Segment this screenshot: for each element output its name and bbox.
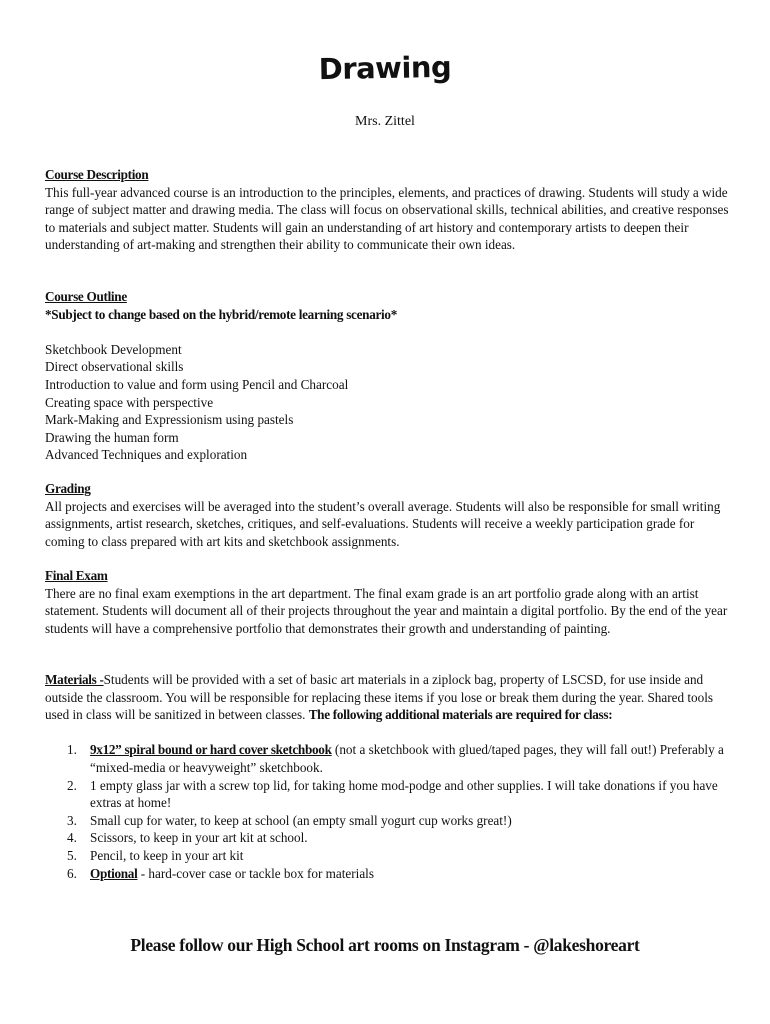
list-text: - hard-cover case or tackle box for materials — [137, 865, 374, 881]
materials-paragraph — [45, 671, 730, 724]
list-item — [45, 777, 730, 812]
list-bold: Optional — [90, 865, 138, 881]
materials-required: The following additional materials are required for class: — [308, 707, 613, 723]
list-item: Introduction to value and form using Pencil and Charcoal — [45, 376, 349, 392]
grading-section — [45, 480, 730, 550]
list-number: 6. — [67, 865, 77, 881]
list-item: Advanced Techniques and exploration — [45, 447, 248, 463]
document-title: Drawing — [318, 49, 452, 87]
list-item — [45, 865, 730, 883]
materials-section — [45, 671, 730, 882]
teacher-name: Mrs. Zittel — [355, 114, 415, 129]
list-item: Creating space with perspective — [45, 394, 214, 410]
final-exam-section — [45, 567, 730, 637]
grading-heading: Grading — [45, 481, 91, 496]
list-number: 5. — [67, 847, 77, 863]
course-description-section — [45, 166, 730, 254]
list-item — [45, 829, 730, 847]
grading-text: All projects and exercises will be averaged into the student’s overall average. Students will also be responsible for small writing assignments, artist research, sketches, critiques, and self-evaluations. Students will receive a weekly participation grade for coming to class prepared with art kits and sketchbook assignments. — [45, 498, 721, 549]
final-exam-text: There are no final exam exemptions in the art department. The final exam grade is an art portfolio grade along with an artist statement. Students will document all of their projects throughout the year and maintain a digital portfolio. By the end of the year students will have a comprehensive portfolio that demonstrates their growth and understanding of painting. — [45, 585, 728, 636]
list-text: Scissors, to keep in your art kit at school. — [90, 830, 308, 846]
list-text: (not a sketchbook with glued/taped pages, they will fall out!) Preferably a “mixed-media or heavyweight” sketchbook. — [90, 742, 724, 775]
course-description-text: This full-year advanced course is an introduction to the principles, elements, and practices of drawing. Students will study a wide range of subject matter and drawing media. The class will focus on observational skills, technical abilities, and creative responses to materials and subject matter. Students will gain an understanding of art history and contemporary artists to deepen their understanding of art-making and strengthen their ability to communicate their own ideas. — [45, 184, 729, 253]
list-item — [45, 847, 730, 865]
list-bold: 9x12” spiral bound or hard cover sketchbook — [90, 742, 332, 758]
course-description-heading: Course Description — [45, 167, 149, 182]
materials-text: Students will be provided with a set of basic art materials in a ziplock bag, property of LSCSD, for use inside and outside the classroom. You will be responsible for replacing these items if you lose or break them during the year. Shared tools used in class will be sanitized in between classes. — [45, 672, 714, 723]
list-number: 3. — [67, 812, 77, 828]
list-item — [45, 741, 730, 776]
list-item: Drawing the human form — [45, 429, 179, 445]
list-number: 4. — [67, 830, 77, 846]
course-outline-section — [45, 288, 730, 464]
list-number: 2. — [67, 777, 77, 793]
list-text: Pencil, to keep in your art kit — [90, 847, 244, 863]
instagram-footer: Please follow our High School art rooms on Instagram - @lakeshoreart — [130, 935, 640, 955]
course-outline-note: *Subject to change based on the hybrid/remote learning scenario* — [45, 306, 397, 322]
list-text: Small cup for water, to keep at school (an empty small yogurt cup works great!) — [90, 812, 512, 828]
course-outline-heading: Course Outline — [45, 289, 127, 304]
list-item — [45, 812, 730, 830]
list-item: Sketchbook Development — [45, 341, 182, 357]
list-text: 1 empty glass jar with a screw top lid, for taking home mod-podge and other supplies. I will take donations if you have extras at home! — [90, 777, 718, 811]
final-exam-heading: Final Exam — [45, 568, 108, 583]
list-item: Mark-Making and Expressionism using pastels — [45, 412, 294, 428]
materials-heading: Materials - — [45, 672, 104, 687]
materials-list — [45, 741, 730, 882]
list-item: Direct observational skills — [45, 359, 184, 375]
list-number: 1. — [67, 742, 77, 758]
